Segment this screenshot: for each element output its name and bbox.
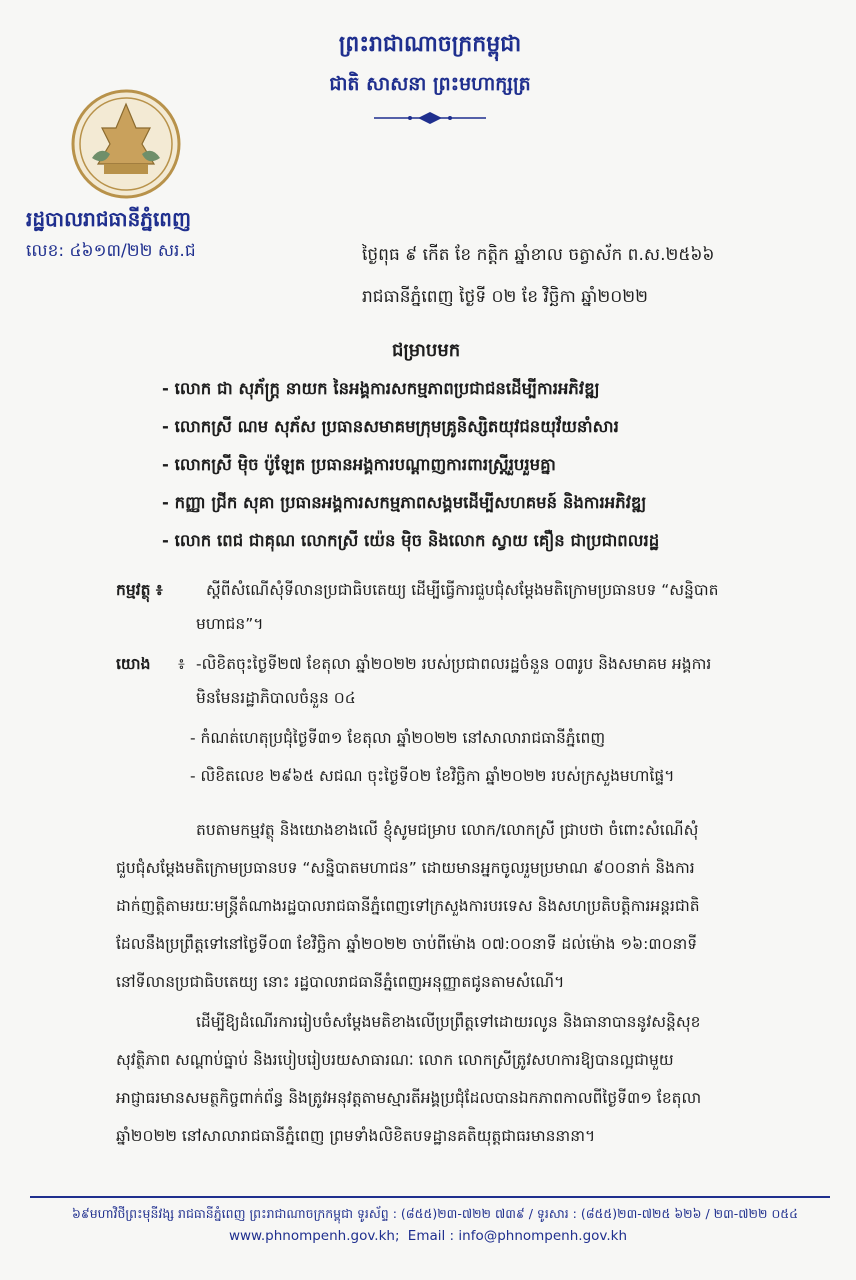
- footer-address: ៦៩មហាវិថីព្រះមុនីវង្ស រាជធានីភ្នំពេញ ព្រះរាជាណាចក្រកម្ពុជា ទូរស័ព្ទ : (៨៥៥)២៣-៧២២ ៧៣៩ / ទូរសារ : (៨៥៥)២៣-៧២៥ ៦២៦ / ២៣-៧២២ ០៥៤: [72, 1206, 798, 1221]
- recipient-item: - កញ្ញា ជ្រីក សុគា ប្រធានអង្គការសកម្មភាពសង្គមដើម្បីសហគមន៍ និងការអភិវឌ្ឍ: [162, 493, 647, 512]
- reference-label: យោង: [116, 655, 151, 673]
- reference-number: លេខ: ៤៦១៣/២២ សរ.ជ: [26, 241, 196, 261]
- body-text-line: ដើម្បីឱ្យដំណើរការរៀបចំសម្តែងមតិខាងលើប្រព្រឹត្តទៅដោយរលូន និងធានាបាននូវសន្តិសុខ: [196, 1013, 701, 1031]
- reference-colon: ៖: [178, 655, 185, 673]
- reference-item: -លិខិតចុះថ្ងៃទី២៧ ខែតុលា ឆ្នាំ២០២២ របស់ប្រជាពលរដ្ឋចំនួន ០៣រូប និងសមាគម អង្គការ: [196, 655, 712, 673]
- footer-divider: [30, 1196, 830, 1198]
- recipient-item: - លោក ជា សុភ័ក្ត្រ នាយក នៃអង្គការសកម្មភាពប្រជាជនដើម្បីការអភិវឌ្ឍ: [162, 379, 600, 398]
- recipient-list: [162, 370, 659, 560]
- city-seal-emblem: [70, 88, 182, 200]
- ornament-divider: [370, 110, 490, 126]
- subject-line: មហាជន”។: [196, 615, 264, 633]
- body-text-line: ដែលនឹងប្រព្រឹត្តទៅនៅថ្ងៃទី០៣ ខែវិច្ឆិកា ឆ្នាំ២០២២ ចាប់ពីម៉ោង ០៧:០០នាទី ដល់ម៉ោង ១៦:៣០នាទី: [116, 935, 698, 953]
- subject-line: ស្តីពីសំណើសុំទីលានប្រជាធិបតេយ្យ ដើម្បីធ្វើការជួបជុំសម្តែងមតិក្រោមប្រធានបទ “សន្និបាត: [206, 581, 719, 599]
- body-text-line: អាជ្ញាធរមានសមត្ថកិច្ចពាក់ព័ន្ធ និងត្រូវអនុវត្តតាមស្មារតីអង្គប្រជុំដែលបានឯកភាពកាលពីថ្ងៃទី៣១ ខែតុលា: [116, 1089, 702, 1107]
- email-label: Email :: [407, 1228, 455, 1244]
- issuing-authority: រដ្ឋបាលរាជធានីភ្នំពេញ: [26, 207, 192, 231]
- subject-label: កម្មវត្ថុ ៖: [116, 581, 163, 599]
- recipient-item: - លោកស្រី ណម សុភ័ស ប្រធានសមាគមក្រុមគ្រូនិស្សិតយុវជនយុវ័យនាំសារ: [162, 417, 619, 436]
- body-text-line: នៅទីលានប្រជាធិបតេយ្យ នោះ រដ្ឋបាលរាជធានីភ្នំពេញអនុញ្ញាតជូនតាមសំណើ។: [116, 973, 565, 991]
- salutation-heading: ជម្រាបមក: [392, 340, 461, 361]
- solar-date: រាជធានីភ្នំពេញ ថ្ងៃទី ០២ ខែ វិច្ឆិកា ឆ្នាំ២០២២: [362, 287, 649, 307]
- email-link[interactable]: info@phnompenh.gov.kh: [458, 1228, 628, 1244]
- body-text-line: សុវត្ថិភាព សណ្តាប់ធ្នាប់ និងរបៀបរៀបរយសាធារណៈ លោក លោកស្រីត្រូវសហការឱ្យបានល្អជាមួយ: [116, 1051, 674, 1069]
- reference-item: - កំណត់ហេតុប្រជុំថ្ងៃទី៣១ ខែតុលា ឆ្នាំ២០២២ នៅសាលារាជធានីភ្នំពេញ: [190, 729, 606, 747]
- website-link[interactable]: www.phnompenh.gov.kh;: [228, 1228, 400, 1244]
- body-text-line: តបតាមកម្មវត្ថុ និងយោងខាងលើ ខ្ញុំសូមជម្រាប លោក/លោកស្រី ជ្រាបថា ចំពោះសំណើសុំ: [196, 821, 699, 839]
- body-text-line: ដាក់ញត្តិតាមរយៈមន្ត្រីតំណាងរដ្ឋបាលរាជធានីភ្នំពេញទៅក្រសួងការបរទេស និងសហប្រតិបត្តិការអន្តរជាតិ: [116, 897, 700, 915]
- reference-item: - លិខិតលេខ ២៩៦៥ សជណ ចុះថ្ងៃទី០២ ខែវិច្ឆិកា ឆ្នាំ២០២២ របស់ក្រសួងមហាផ្ទៃ។: [190, 767, 675, 785]
- national-motto: ជាតិ សាសនា ព្រះមហាក្សត្រ: [329, 73, 531, 95]
- lunar-date: ថ្ងៃពុធ ៩ កើត ខែ កត្តិក ឆ្នាំខាល ចត្វាស័ក ព.ស.២៥៦៦: [362, 245, 715, 265]
- body-text-line: ជួបជុំសម្តែងមតិក្រោមប្រធានបទ “សន្និបាតមហាជន” ដោយមានអ្នកចូលរួមប្រមាណ ៩០០នាក់ និងការ: [116, 859, 695, 877]
- kingdom-heading: ព្រះរាជាណាចក្រកម្ពុជា: [338, 32, 522, 57]
- recipient-item: - លោក ពេជ ជាគុណ លោកស្រី យ៉េន ម៉ិច និងលោក ស្វាយ គឿន ជាប្រជាពលរដ្ឋ: [162, 531, 660, 550]
- body-text-line: ឆ្នាំ២០២២ នៅសាលារាជធានីភ្នំពេញ ព្រមទាំងលិខិតបទដ្ឋានគតិយុត្តជាធរមាននានា។: [116, 1127, 596, 1145]
- recipient-item: - លោកស្រី ម៉ិច ប៉ូឡែត ប្រធានអង្គការបណ្តាញការពារស្ត្រីរួបរួមគ្នា: [162, 455, 556, 474]
- footer-contact: [0, 1228, 856, 1244]
- reference-item: មិនមែនរដ្ឋាភិបាលចំនួន ០៤: [196, 689, 356, 707]
